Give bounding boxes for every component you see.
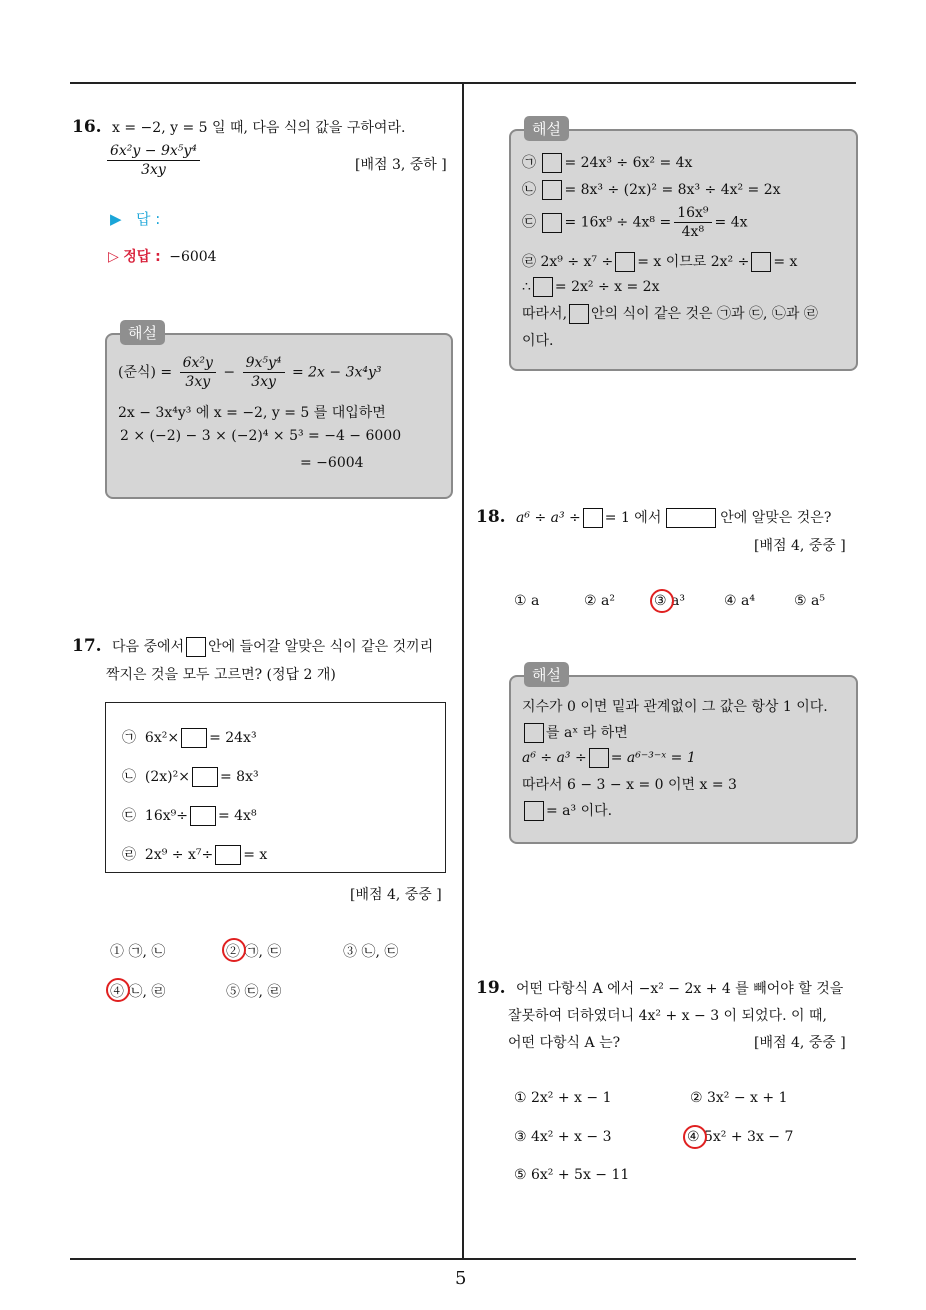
question-17-line1: 17. 다음 중에서 안에 들어갈 알맞은 식이 같은 것끼리 <box>72 636 434 656</box>
choice-2[interactable]: ② a² <box>584 593 615 609</box>
solution-line: 따라서 6 − 3 − x = 0 이면 x = 3 <box>522 777 737 793</box>
choice-4[interactable]: ④ 5x² + 3x − 7 <box>687 1129 794 1145</box>
solution-line: ∴ = 2x² ÷ x = 2x <box>522 279 660 295</box>
solution-line: 이다. <box>522 333 554 349</box>
bottom-rule <box>70 1258 856 1260</box>
question-19-line2: 잘못하여 더하였더니 4x² + x − 3 이 되었다. 이 때, <box>508 1008 827 1024</box>
solution-line: 지수가 0 이면 밑과 관계없이 그 값은 항상 1 이다. <box>522 699 828 715</box>
question-16-line1 <box>72 117 405 137</box>
question-19-line1: 19. 어떤 다항식 A 에서 −x² − 2x + 4 를 빼어야 할 것을 <box>476 978 844 998</box>
solution-line: ㉡ = 8x³ ÷ (2x)² = 8x³ ÷ 4x² = 2x <box>522 182 781 198</box>
hollow-arrow-icon: ▷ <box>108 249 119 265</box>
solution-line: ㉢ = 16x⁹ ÷ 4x⁸ = $\frac{\text{16x⁹}}{\text{4x⁸}}$ = 4x <box>522 205 748 240</box>
selected-mark <box>683 1125 707 1149</box>
score: [배점 3, 중하 ] <box>355 157 447 173</box>
solution-tag: 해설 <box>120 320 165 345</box>
solution-line: (준식) = $\frac{\text{6x²y}}{3xy}$ − $\frac{\text{9x⁵y⁴}}{3xy}$ = 2x − 3x⁴y³ <box>118 355 382 390</box>
selected-mark <box>222 938 246 962</box>
solution-tag: 해설 <box>524 116 569 141</box>
answer-blank <box>186 637 206 657</box>
question-18-line1: 18. a⁶ ÷ a³ ÷ = 1 에서 안에 알맞은 것은? <box>476 507 832 527</box>
selected-mark <box>106 978 130 1002</box>
answer-blank <box>666 508 716 528</box>
answer-arrow-icon: ▶ <box>110 210 122 228</box>
solution-tag: 해설 <box>524 662 569 687</box>
choice-2[interactable]: ② ㉠, ㉢ <box>226 944 282 960</box>
choice-1[interactable]: ① 2x² + x − 1 <box>514 1090 612 1106</box>
question-19-line3: 어떤 다항식 A 는? <box>508 1035 621 1051</box>
item: ㉢ 16x⁹÷ = 4x⁸ <box>122 808 257 824</box>
score: [배점 4, 중중 ] <box>754 538 846 554</box>
choice-5[interactable]: ⑤ ㉢, ㉣ <box>226 984 282 1000</box>
solution-line: ㉣ 2x⁹ ÷ x⁷ ÷ = x 이므로 2x² ÷ = x <box>522 254 798 270</box>
choice-5[interactable]: ⑤ 6x² + 5x − 11 <box>514 1167 630 1183</box>
column-divider <box>462 84 464 1259</box>
item: ㉡ (2x)²× = 8x³ <box>122 769 259 785</box>
question-16-fraction: $\frac{\text{6x²y − 9x⁵y⁴}}{3xy}$ <box>104 143 203 178</box>
choice-3[interactable]: ③ 4x² + x − 3 <box>514 1129 612 1145</box>
solution-line: 따라서, 안의 식이 같은 것은 ㉠과 ㉢, ㉡과 ㉣ <box>522 306 818 322</box>
choice-3[interactable]: ③ ㉡, ㉢ <box>343 944 399 960</box>
choice-2[interactable]: ② 3x² − x + 1 <box>690 1090 788 1106</box>
correct-answer-row: ▷ 정답 : −6004 <box>108 249 217 265</box>
question-17-line2: 짝지은 것을 모두 고르면? (정답 2 개) <box>106 667 336 683</box>
score: [배점 4, 중중 ] <box>350 887 442 903</box>
score: [배점 4, 중중 ] <box>754 1035 846 1051</box>
choice-4[interactable]: ④ ㉡, ㉣ <box>110 984 166 1000</box>
solution-line: 2 × (−2) − 3 × (−2)⁴ × 5³ = −4 − 6000 <box>120 428 402 444</box>
question-number: 16. <box>72 117 102 137</box>
item: ㉠ 6x²× = 24x³ <box>122 730 257 746</box>
answer-row: ▶ 답 : <box>110 210 161 228</box>
choice-1[interactable]: ① ㉠, ㉡ <box>110 944 166 960</box>
solution-line: 를 aˣ 라 하면 <box>522 722 628 743</box>
solution-line: ㉠ = 24x³ ÷ 6x² = 4x <box>522 155 693 171</box>
page-number: 5 <box>455 1268 467 1289</box>
choice-5[interactable]: ⑤ a⁵ <box>794 593 825 609</box>
selected-mark <box>650 589 674 613</box>
solution-line: a⁶ ÷ a³ ÷ = a⁶⁻³⁻ˣ = 1 <box>522 750 696 766</box>
choice-4[interactable]: ④ a⁴ <box>724 593 755 609</box>
solution-line: = −6004 <box>300 455 364 471</box>
choice-3[interactable]: ③ a³ <box>654 593 685 609</box>
choice-1[interactable]: ① a <box>514 593 540 609</box>
solution-line: 2x − 3x⁴y³ 에 x = −2, y = 5 를 대입하면 <box>118 405 386 421</box>
item: ㉣ 2x⁹ ÷ x⁷÷ = x <box>122 847 268 863</box>
solution-line: = a³ 이다. <box>522 800 612 821</box>
question-text: x = −2, y = 5 일 때, 다음 식의 값을 구하여라. <box>112 120 406 136</box>
